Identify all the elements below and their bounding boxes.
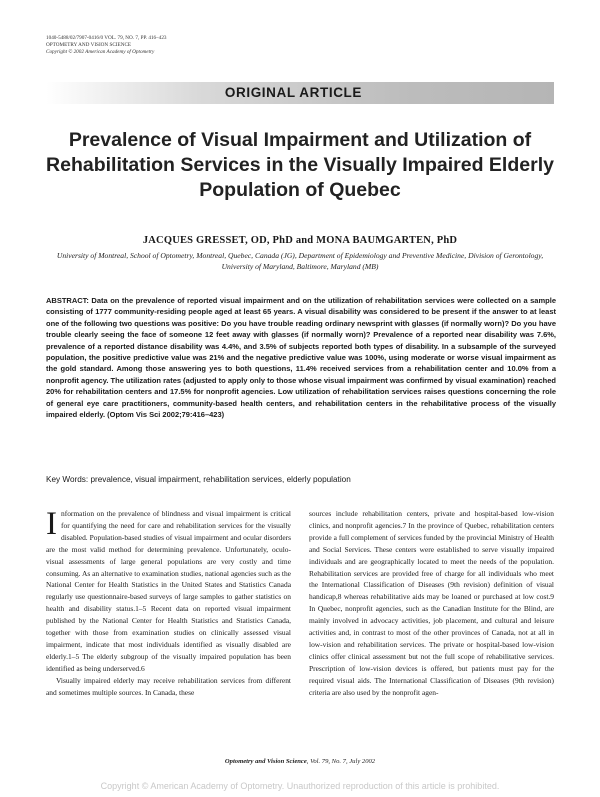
- header-meta: [46, 35, 167, 56]
- body-column-right: [309, 508, 554, 699]
- abstract: ABSTRACT: Data on the prevalence of reported visual impairment and on the utilization of rehabilitation services were collected on a sample consisting of 1777 community-residing people aged at least 65 years. A visual disability was considered to be present if the answer to at least one of the following two questions was positive: Do you have trouble reading ordinary newsprint with glasses (if normally worn)? Do you have trouble clearly seeing the face of someone 12 feet away with glasses (if normally worn)? Prevalence of a reported near disability was 7.6%, prevalence of a reported distance disability was 4.4%, and 3.5% of subjects reported both types of disability. In a subsample of the surveyed population, the positive predictive value was 21% and the negative predictive value was 100%, using moderate or worse visual impairment as the gold standard. Among those answering yes to both questions, 11.4% received services from a rehabilitation center and 10.0% from a nonprofit agency. The utilization rates (adjusted to apply only to those whose visual impairment was confirmed by visual examination) reached 20% for rehabilitation centers and 17.5% for nonprofit agencies. Low utilization of rehabilitation services raises questions concerning the role of general eye care practitioners, community-based health centers, and rehabilitation centers in the rehabilitative process of the visually impaired elderly. (Optom Vis Sci 2002;79:416–423): [46, 296, 556, 420]
- drop-cap: I: [46, 506, 57, 542]
- paragraph: Visually impaired elderly may receive rehabilitation services from different and sometimes multiple sources. In Canada, these: [46, 675, 291, 697]
- header-meta-line3: Copyright © 2002 American Academy of Optometry: [46, 49, 155, 55]
- article-type-label: ORIGINAL ARTICLE: [224, 85, 362, 100]
- keywords: Key Words: prevalence, visual impairment, rehabilitation services, elderly population: [46, 475, 351, 484]
- header-meta-line2: OPTOMETRY AND VISION SCIENCE: [46, 42, 132, 48]
- journal-citation: , Vol. 79, No. 7, July 2002: [306, 758, 376, 765]
- journal-name: Optometry and Vision Science: [224, 758, 307, 765]
- paragraph-text: nformation on the prevalence of blindness and visual impairment is critical for quantifying the need for care and rehabilitation services for the visually disabled. Population-based studies of visual impairment and ocular disorders are the most valid method for determining prevalence. Unfortunately, oculo-visual assessments of large general populations are very costly and time consuming. As an alternative to examination studies, national agencies such as the National Center for Health Statistics in the United States and Statistics Canada regularly use questionnaire-based surveys of large samples to gather statistics on health and disability status.1–5 Recent data on reported visual impairment published by the National Center for Health Statistics and Statistics Canada, together with those from examination studies on clinically assessed visual impairment, indicate that most individuals identified as visually disabled are elderly.1–5 The elderly subgroup of the visually impaired population has been identified as being underserved.6: [46, 509, 291, 673]
- authors: JACQUES GRESSET, OD, PhD and MONA BAUMGARTEN, PhD: [142, 235, 458, 246]
- paragraph: [46, 508, 291, 675]
- affiliation: University of Montreal, School of Optometry, Montreal, Quebec, Canada (JG), Department of Epidemiology and Preventive Medicine, Division of Gerontology, University of Maryland, Baltimore, Maryland (MB): [56, 251, 544, 271]
- article-title: Prevalence of Visual Impairment and Utilization of Rehabilitation Services in the Visually Impaired Elderly Population of Quebec: [46, 129, 554, 201]
- body-column-left: [46, 508, 291, 699]
- header-meta-line1: 1040-5488/02/7907-0416/0 VOL. 79, NO. 7, PP. 416–423: [46, 35, 167, 41]
- footer-journal-citation: [0, 758, 600, 765]
- copyright-notice: Copyright © American Academy of Optometry. Unauthorized reproduction of this article is prohibited.: [100, 781, 500, 791]
- article-type-banner: [46, 82, 554, 104]
- paragraph: sources include rehabilitation centers, private and hospital-based low-vision clinics, and nonprofit agencies.7 In the province of Quebec, rehabilitation centers provide a full complement of services funded by the provincial Ministry of Health and Social Services. These centers were established to serve visually impaired individuals and are geographically located to meet the needs of the population. Rehabilitation services are provided free of charge for all individuals who meet the International Classification of Diseases (9th revision) definition of visual handicap,8 whereas rehabilitative aids may be loaned or purchased at low cost.9 In Quebec, nonprofit agencies, such as the Canadian Institute for the Blind, are mainly involved in advocacy activities, job placement, and cultural and leisure activities and, in contrast to most of the other provinces of Canada, not at all in low-vision and rehabilitation services. The private or hospital-based low-vision clinics offer clinical assessment but not the full scope of rehabilitative services. Prescription of low-vision devices is offered, but patients must pay for the required visual aids. The International Classification of Diseases (9th revision) criteria are also used by the nonprofit agen-: [309, 509, 554, 697]
